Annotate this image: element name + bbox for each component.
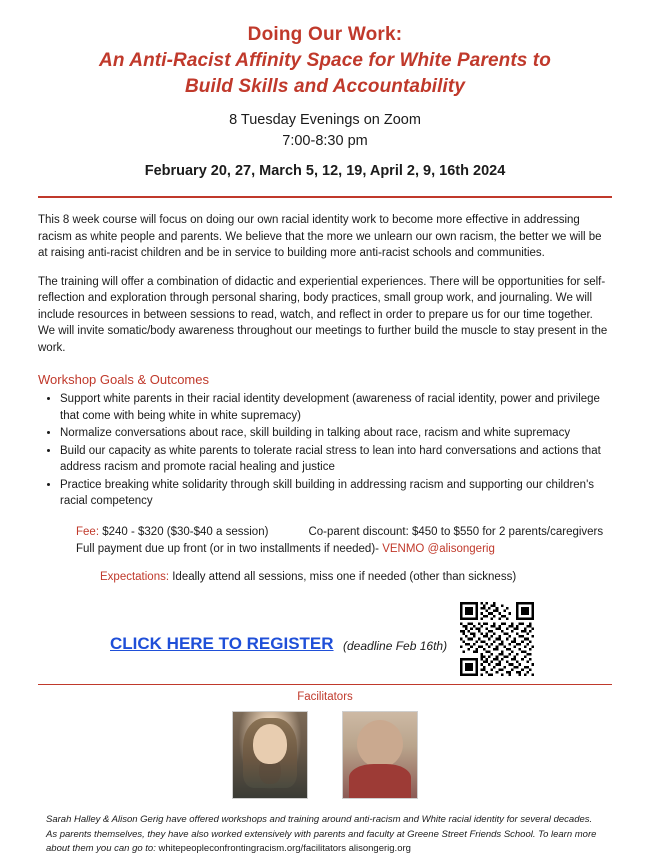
list-item: • Build our capacity as white parents to tolerate racial stress to lean into hard conversations and actions that address racism and promote racial healing and justice — [60, 443, 612, 476]
facilitator-photos — [38, 711, 612, 799]
schedule-block — [38, 110, 612, 152]
fee-label: Fee: — [76, 525, 100, 538]
facilitator-photo-2 — [342, 711, 418, 799]
title-block — [38, 22, 612, 100]
register-link[interactable]: CLICK HERE TO REGISTER — [110, 633, 334, 653]
page-title-line-3: Build Skills and Accountability — [184, 76, 466, 97]
bio-site-1[interactable]: whitepeopleconfrontingracism.org/facilitators — [158, 843, 346, 854]
expectations-value: Ideally attend all sessions, miss one if needed (other than sickness) — [169, 570, 517, 583]
intro-paragraph-1: This 8 week course will focus on doing our own racial identity work to become more effective in addressing racism as white people and parents. We believe that the more we unlearn our own racism, the better we will be at raising anti-racist children and be in service to building more anti-racist schools and communities. — [38, 214, 602, 259]
list-item: • Normalize conversations about race, skill building in talking about race, racism and white supremacy — [60, 425, 612, 442]
goals-heading: Workshop Goals & Outcomes — [38, 372, 209, 387]
expectations-label: Expectations: — [100, 570, 170, 583]
list-item: • Support white parents in their racial identity development (awareness of racial identity, power and privilege that come with being white in white supremacy) — [60, 391, 612, 424]
payment-note: Full payment due up front (or in two installments if needed)- — [76, 542, 383, 555]
venmo-handle: VENMO @alisongerig — [382, 542, 495, 555]
coparent-discount: Co-parent discount: $450 to $550 for 2 parents/caregivers — [308, 525, 604, 538]
divider-facilitators — [38, 684, 612, 686]
qr-code-icon[interactable] — [460, 602, 534, 676]
facilitator-bio — [38, 813, 612, 857]
payment-row — [76, 541, 612, 558]
session-dates: February 20, 27, March 5, 12, 19, April 2, 9, 16th 2024 — [144, 163, 506, 179]
expectations-row — [38, 569, 612, 586]
fee-row — [76, 524, 612, 541]
bio-site-2[interactable]: alisongerig.org — [345, 843, 411, 854]
schedule-line-1: 8 Tuesday Evenings on Zoom — [229, 112, 421, 128]
divider-top — [38, 196, 612, 198]
intro-paragraph-2: The training will offer a combination of didactic and experiential experiences. There will be opportunities for self-reflection and exploration through personal sharing, body practices, small group work, and journaling. We will include resources in between sessions to read, watch, and reflect in order to prepare us for our time together. We will invite somatic/body awareness throughout our meetings to further build the muscle to stay present in the work. — [38, 275, 608, 354]
fee-value: $240 - $320 ($30-$40 a session) — [99, 525, 269, 538]
goals-list — [38, 391, 612, 510]
register-row — [38, 612, 612, 672]
bio-text: Sarah Halley & Alison Gerig have offered workshops and training around anti-racism and White racial identity for several decades. As parents themselves, they have also worked extensively with parents and faculty at Greene Street Friends School. To learn more about them you can go to: — [46, 814, 597, 854]
page-title-line-1: Doing Our Work: — [247, 24, 403, 45]
facilitator-photo-1 — [232, 711, 308, 799]
facilitators-heading: Facilitators — [297, 691, 353, 703]
fees-block — [38, 524, 612, 558]
page-title-line-2: An Anti-Racist Affinity Space for White Parents to — [99, 50, 551, 71]
register-deadline: (deadline Feb 16th) — [343, 638, 448, 653]
schedule-line-2: 7:00-8:30 pm — [282, 133, 368, 149]
list-item: • Practice breaking white solidarity through skill building in addressing racism and supporting our children's racial competency — [60, 477, 612, 510]
